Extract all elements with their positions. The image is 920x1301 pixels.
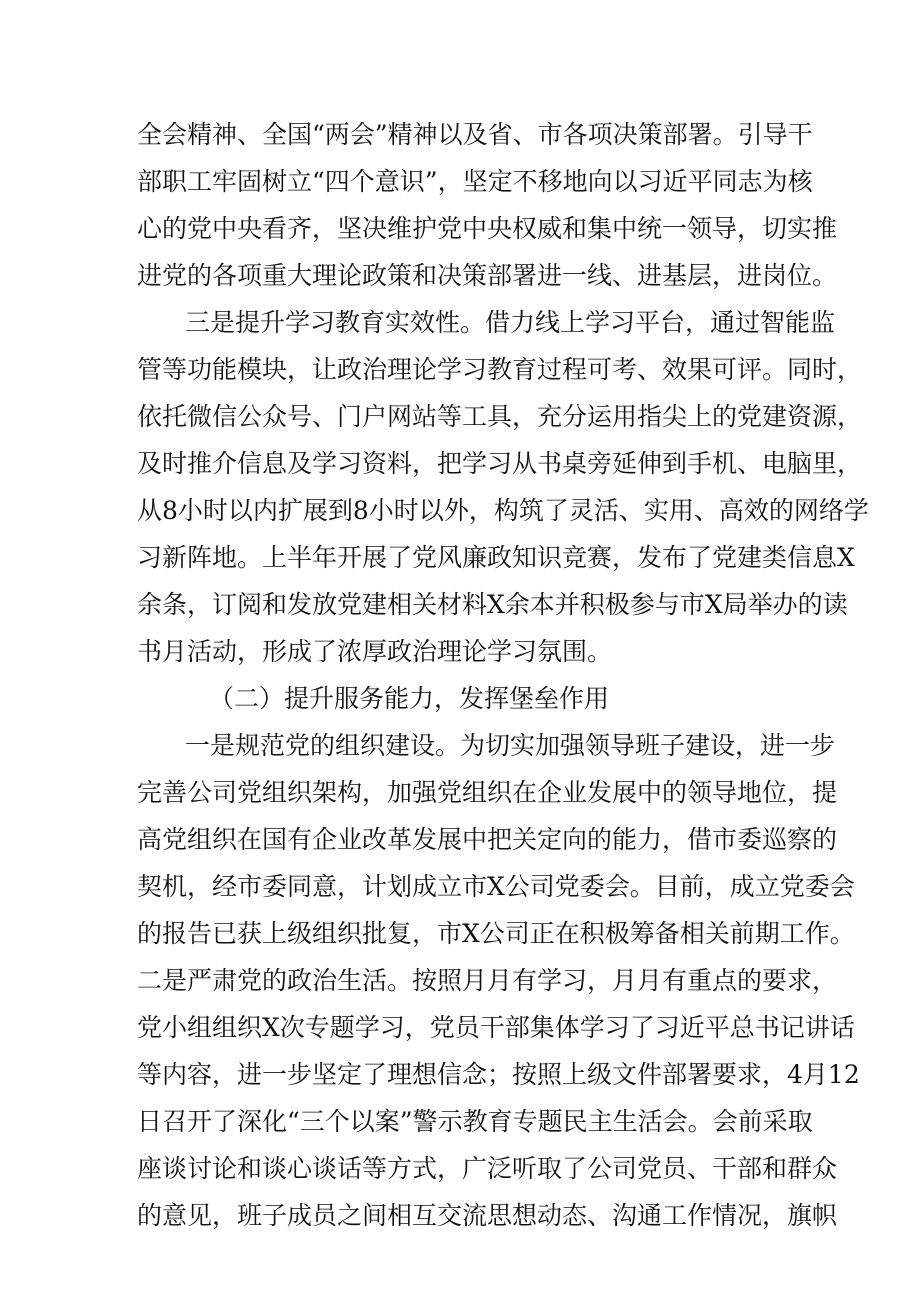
text-line: 的意见，班子成员之间相互交流思想动态、沟通工作情况，旗帜 bbox=[137, 1201, 838, 1230]
text-line: 座谈讨论和谈心谈话等方式，广泛听取了公司党员、干部和群众 bbox=[137, 1154, 838, 1183]
text-line: 心的党中央看齐，坚决维护党中央权威和集中统一领导，切实推 bbox=[137, 214, 838, 243]
paragraph-start-line: 一是规范党的组织建设。为切实加强领导班子建设，进一步 bbox=[185, 731, 836, 760]
text-line: 余条，订阅和发放党建相关材料X余本并积极参与市X局举办的读 bbox=[137, 590, 848, 619]
text-line: 从8小时以内扩展到8小时以外，构筑了灵活、实用、高效的网络学 bbox=[137, 496, 869, 525]
section-heading: （二）提升服务能力，发挥堡垒作用 bbox=[209, 684, 610, 713]
text-line: 日召开了深化“三个以案”警示教育专题民主生活会。会前采取 bbox=[137, 1107, 813, 1136]
text-line: 进党的各项重大理论政策和决策部署进一线、进基层，进岗位。 bbox=[137, 261, 838, 290]
body-text bbox=[137, 111, 869, 1239]
text-line: 党小组组织X次专题学习，党员干部集体学习了习近平总书记讲话 bbox=[137, 1013, 855, 1042]
text-line: 完善公司党组织架构，加强党组织在企业发展中的领导地位，提 bbox=[137, 778, 838, 807]
text-line: 契机，经市委同意，计划成立市X公司党委会。目前，成立党委会 bbox=[137, 872, 855, 901]
paragraph-start-line: 三是提升学习教育实效性。借力线上学习平台，通过智能监 bbox=[185, 308, 836, 337]
text-line: 二是严肃党的政治生活。按照月月有学习，月月有重点的要求， bbox=[137, 966, 838, 995]
text-line: 的报告已获上级组织批复，市X公司正在积极筹备相关前期工作。 bbox=[137, 919, 855, 948]
text-line: 高党组织在国有企业改革发展中把关定向的能力，借市委巡察的 bbox=[137, 825, 838, 854]
text-line: 依托微信公众号、门户网站等工具，充分运用指尖上的党建资源， bbox=[137, 402, 863, 431]
text-line: 及时推介信息及学习资料，把学习从书桌旁延伸到手机、电脑里， bbox=[137, 449, 863, 478]
text-line: 管等功能模块，让政治理论学习教育过程可考、效果可评。同时， bbox=[137, 355, 863, 384]
text-line: 部职工牢固树立“四个意识”，坚定不移地向以习近平同志为核 bbox=[137, 167, 813, 196]
text-line: 等内容，进一步坚定了理想信念；按照上级文件部署要求，4月12 bbox=[137, 1060, 860, 1089]
text-line: 全会精神、全国“两会”精神以及省、市各项决策部署。引导干 bbox=[137, 120, 813, 149]
text-line: 书月活动，形成了浓厚政治理论学习氛围。 bbox=[137, 637, 613, 666]
text-line: 习新阵地。上半年开展了党风廉政知识竞赛，发布了党建类信息X bbox=[137, 543, 855, 572]
